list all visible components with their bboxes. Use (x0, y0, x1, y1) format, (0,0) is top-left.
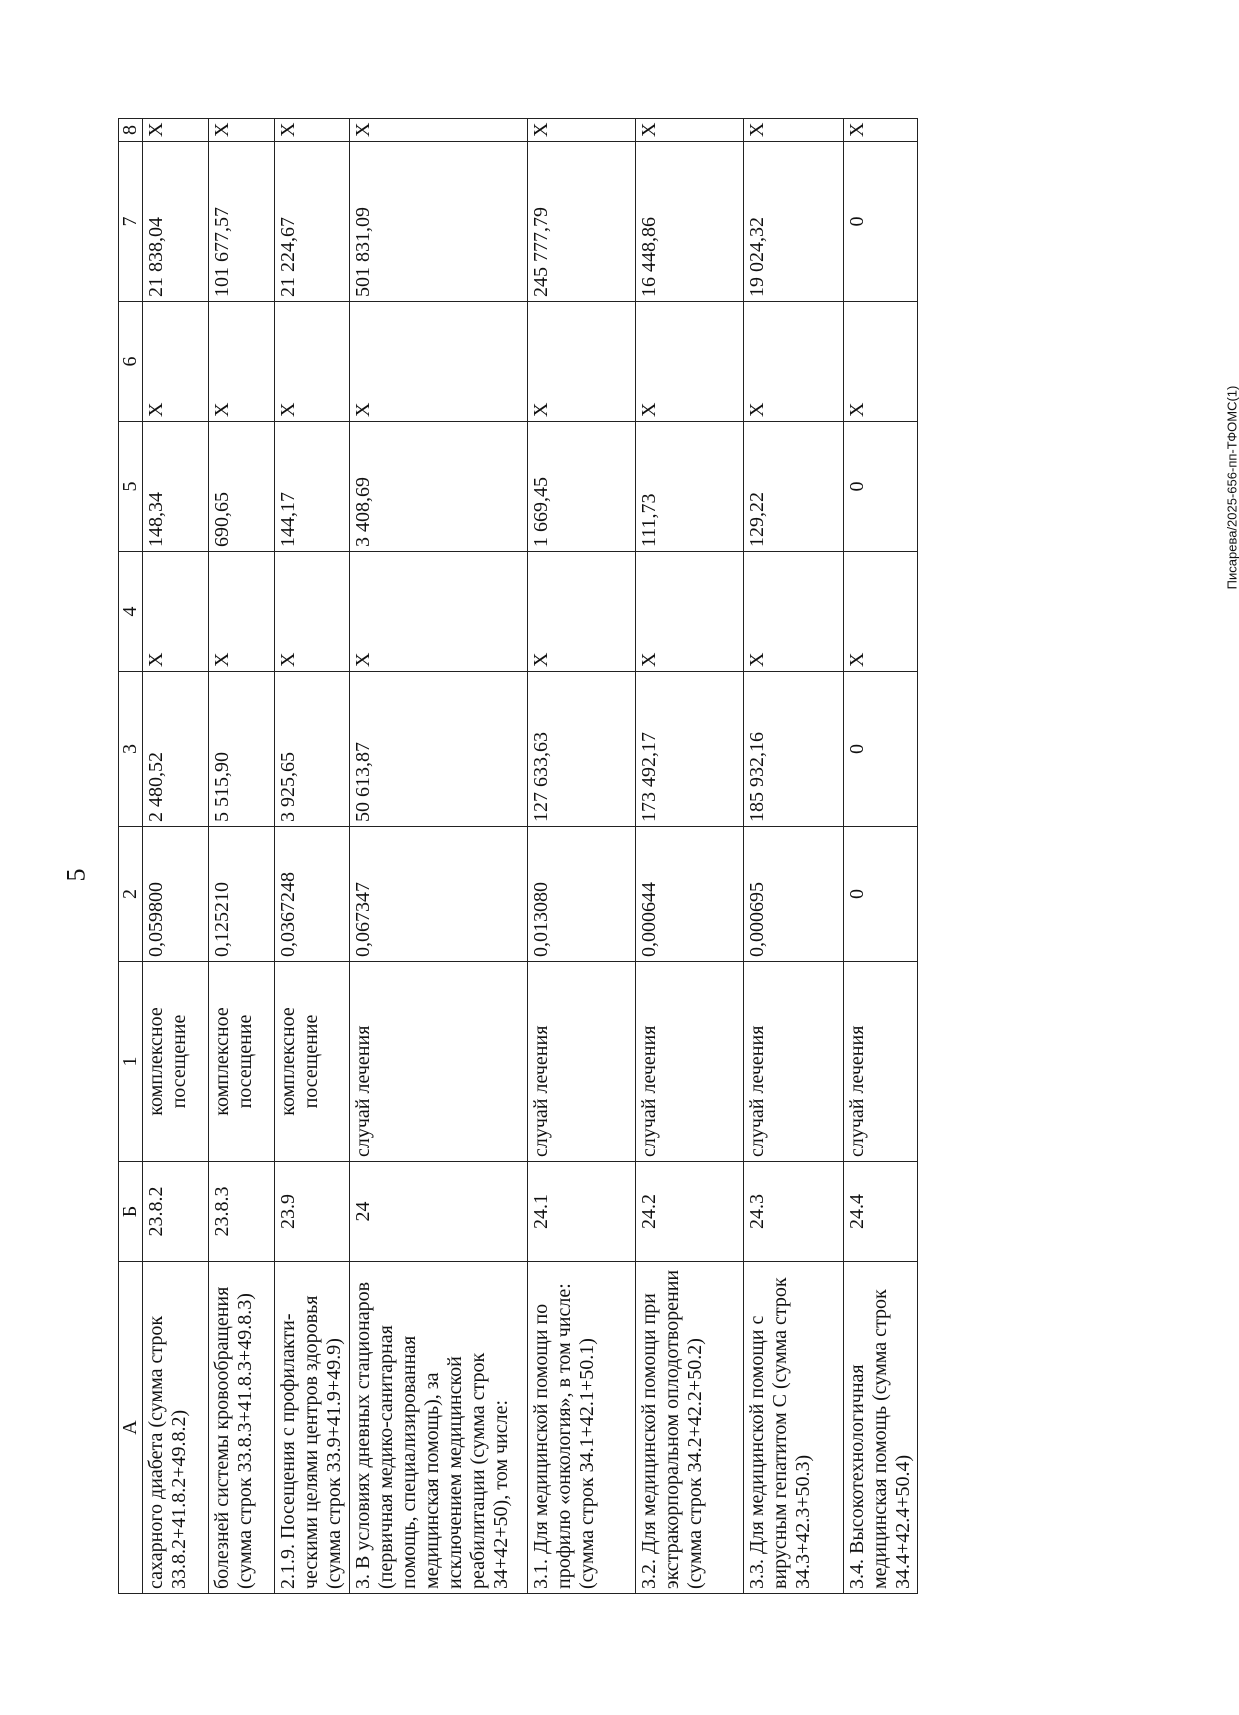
row-description: 3. В условиях дневных стационаров (первичная медико-санитарная помощь, специализированная медицинская помощь), за исключением медицинской реабилитации (сумма строк 34+42+50), том числе: (350, 1262, 528, 1594)
table-row (636, 119, 744, 1594)
row-col-7: 101 677,57 (209, 142, 275, 302)
row-code: 23.8.2 (143, 1162, 209, 1262)
row-code: 23.8.3 (209, 1162, 275, 1262)
row-description: 3.3. Для медицинской помощи с вирусным гепатитом С (сумма строк 34.3+42.3+50.3) (744, 1262, 844, 1594)
row-col-5: 0 (844, 422, 918, 552)
row-col-4: Х (636, 552, 744, 672)
row-col-5: 144,17 (275, 422, 350, 552)
row-col-8: Х (528, 119, 636, 142)
row-code: 23.9 (275, 1162, 350, 1262)
row-code: 24.2 (636, 1162, 744, 1262)
data-table (118, 118, 918, 1594)
row-col-8: Х (275, 119, 350, 142)
row-col-4: Х (528, 552, 636, 672)
row-col-6: Х (844, 302, 918, 422)
row-col-2: 0,000695 (744, 827, 844, 962)
row-col-2: 0,125210 (209, 827, 275, 962)
table-row (275, 119, 350, 1594)
column-header-3: 3 (119, 672, 143, 827)
row-col-6: Х (209, 302, 275, 422)
row-col-4: Х (744, 552, 844, 672)
row-col-6: Х (528, 302, 636, 422)
table-row (844, 119, 918, 1594)
row-col-6: Х (143, 302, 209, 422)
row-col-7: 245 777,79 (528, 142, 636, 302)
column-header-7: 7 (119, 142, 143, 302)
page-number: 5 (61, 868, 91, 882)
row-col-6: Х (350, 302, 528, 422)
row-col-5: 3 408,69 (350, 422, 528, 552)
row-unit: комплексное посещение (209, 962, 275, 1162)
row-unit: случай лечения (844, 962, 918, 1162)
row-description: болезней системы кровообращения (сумма строк 33.8.3+41.8.3+49.8.3) (209, 1262, 275, 1594)
row-col-5: 129,22 (744, 422, 844, 552)
column-header-4: 4 (119, 552, 143, 672)
row-unit: случай лечения (528, 962, 636, 1162)
row-description: 3.1. Для медицинской помощи по профилю «онкология», в том числе: (сумма строк 34.1+42.1+50.1) (528, 1262, 636, 1594)
row-col-7: 16 448,86 (636, 142, 744, 302)
row-col-3: 0 (844, 672, 918, 827)
row-col-3: 127 633,63 (528, 672, 636, 827)
row-col-2: 0,059800 (143, 827, 209, 962)
row-col-7: 21 838,04 (143, 142, 209, 302)
row-col-2: 0,067347 (350, 827, 528, 962)
row-col-7: 19 024,32 (744, 142, 844, 302)
row-col-4: Х (275, 552, 350, 672)
row-col-3: 5 515,90 (209, 672, 275, 827)
row-col-3: 50 613,87 (350, 672, 528, 827)
row-col-3: 2 480,52 (143, 672, 209, 827)
table-row (143, 119, 209, 1594)
column-header-a: А (119, 1262, 143, 1594)
row-col-8: Х (143, 119, 209, 142)
row-col-7: 21 224,67 (275, 142, 350, 302)
row-unit: случай лечения (350, 962, 528, 1162)
row-code: 24.3 (744, 1162, 844, 1262)
row-col-4: Х (350, 552, 528, 672)
row-col-3: 173 492,17 (636, 672, 744, 827)
row-code: 24.1 (528, 1162, 636, 1262)
column-header-1: 1 (119, 962, 143, 1162)
footer-document-code: Писарева/2025-656-пп-ТФОМС(1) (1224, 385, 1239, 590)
row-col-6: Х (744, 302, 844, 422)
row-col-2: 0,0367248 (275, 827, 350, 962)
table-row (528, 119, 636, 1594)
column-header-b: Б (119, 1162, 143, 1262)
row-col-3: 3 925,65 (275, 672, 350, 827)
row-col-6: Х (636, 302, 744, 422)
row-col-4: Х (143, 552, 209, 672)
table-row (350, 119, 528, 1594)
column-header-8: 8 (119, 119, 143, 142)
column-header-5: 5 (119, 422, 143, 552)
row-col-2: 0,000644 (636, 827, 744, 962)
row-col-5: 148,34 (143, 422, 209, 552)
row-col-2: 0 (844, 827, 918, 962)
row-description: 2.1.9. Посещения с профилакти-ческими целями центров здоровья (сумма строк 33.9+41.9+49.9) (275, 1262, 350, 1594)
row-col-7: 501 831,09 (350, 142, 528, 302)
column-header-6: 6 (119, 302, 143, 422)
row-col-6: Х (275, 302, 350, 422)
row-col-8: Х (844, 119, 918, 142)
table-row (744, 119, 844, 1594)
row-col-2: 0,013080 (528, 827, 636, 962)
row-unit: случай лечения (636, 962, 744, 1162)
rotated-table-container (118, 119, 918, 1594)
row-col-4: Х (209, 552, 275, 672)
row-col-3: 185 932,16 (744, 672, 844, 827)
row-description: 3.4. Высокотехнологичная медицинская помощь (сумма строк 34.4+42.4+50.4) (844, 1262, 918, 1594)
table-row (209, 119, 275, 1594)
row-description: 3.2. Для медицинской помощи при экстракорпоральном оплодотворении (сумма строк 34.2+42.2+50.2) (636, 1262, 744, 1594)
row-unit: комплексное посещение (143, 962, 209, 1162)
row-col-8: Х (209, 119, 275, 142)
row-col-5: 690,65 (209, 422, 275, 552)
column-header-2: 2 (119, 827, 143, 962)
row-col-7: 0 (844, 142, 918, 302)
row-description: сахарного диабета (сумма строк 33.8.2+41.8.2+49.8.2) (143, 1262, 209, 1594)
header-row (119, 119, 143, 1594)
row-col-5: 111,73 (636, 422, 744, 552)
row-unit: случай лечения (744, 962, 844, 1162)
row-col-4: Х (844, 552, 918, 672)
row-code: 24.4 (844, 1162, 918, 1262)
row-col-8: Х (744, 119, 844, 142)
row-col-5: 1 669,45 (528, 422, 636, 552)
row-unit: комплексное посещение (275, 962, 350, 1162)
row-col-8: Х (350, 119, 528, 142)
row-col-8: Х (636, 119, 744, 142)
row-code: 24 (350, 1162, 528, 1262)
